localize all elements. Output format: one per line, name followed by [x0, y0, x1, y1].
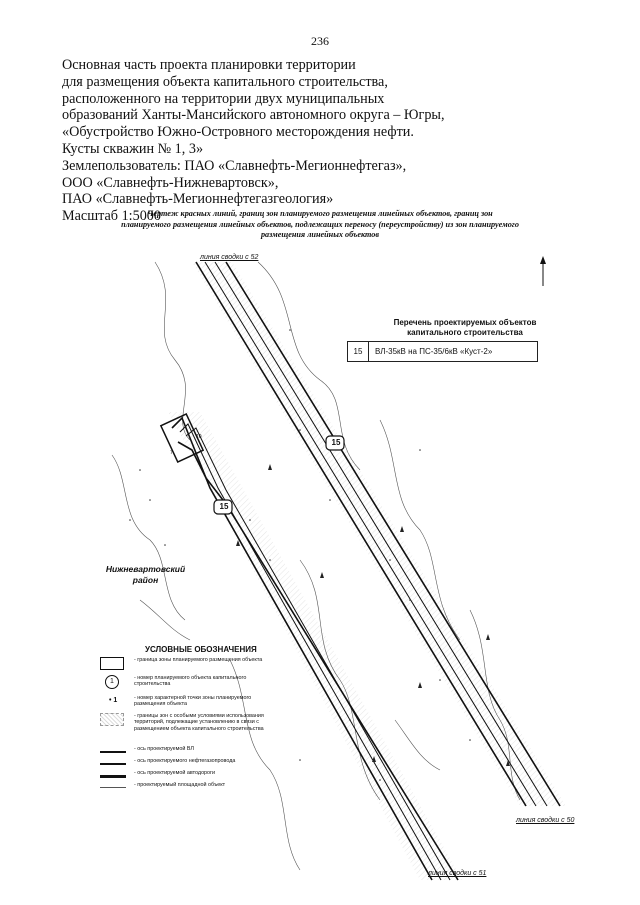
match-line-label-bottom: линия сводки с 51 [428, 870, 487, 877]
object-list-title-line: Перечень проектируемых объектов [393, 318, 537, 327]
object-number: 15 [348, 342, 369, 361]
drawing-title-line: планируемого размещения линейных объектов, подлежащих переносу (переустройству) из зон планируемого [121, 219, 519, 229]
legend-text: - ось проектируемой ВЛ [134, 746, 194, 752]
legend-item [100, 695, 280, 709]
header-line: ПАО «Славнефть-Мегионнефтегазгеология» [62, 191, 334, 208]
legend-text: - ось проектируемого нефтегазопровода [134, 758, 236, 764]
region-label-line: район [132, 575, 159, 585]
point-dot-symbol: • 1 [109, 697, 118, 704]
header-line: Землепользователь: ПАО «Славнефть-Мегионнефтегаз», [62, 157, 407, 174]
scale-line: Масштаб 1:5000 [62, 208, 161, 225]
legend-item [100, 675, 280, 689]
object-list-title-line: капитального строительства [407, 327, 523, 337]
legend-item [100, 657, 280, 671]
header-line: образований Ханты-Мансийского автономного округа – Югры, [62, 107, 445, 124]
legend-text: - граница зоны планируемого размещения объекта [134, 657, 263, 663]
point-number-label: 7 [170, 450, 173, 456]
legend-text: - ось проектируемой автодороги [134, 770, 216, 776]
header-line: ООО «Славнефть-Нижневартовск», [62, 174, 279, 191]
number-circle-symbol: 1 [105, 675, 119, 689]
object-list-title [360, 318, 570, 337]
north-arrow-icon [536, 256, 550, 288]
legend-text: - номер планируемого объекта капитального строительства [134, 675, 247, 688]
legend-item [100, 713, 280, 732]
line-symbol [100, 787, 126, 788]
header-line: расположенного на территории двух муниципальных [62, 90, 385, 107]
page-number: 236 [311, 34, 329, 48]
point-number-label: 10 [196, 434, 202, 440]
line-symbol [100, 751, 126, 753]
drawing-title-line: размещения линейных объектов [260, 230, 380, 239]
header-line: Основная часть проекта планировки территории [62, 57, 356, 73]
header-line: Кусты скважин № 1, 3» [62, 140, 204, 157]
legend-title: УСЛОВНЫЕ ОБОЗНАЧЕНИЯ [145, 645, 257, 654]
header-line: для размещения объекта капитального строительства, [62, 73, 388, 90]
hatch-symbol [100, 713, 124, 726]
line-symbol [100, 763, 126, 765]
legend-text: - проектируемый площадной объект [134, 782, 226, 788]
region-label [98, 564, 193, 586]
line-symbol [100, 775, 126, 778]
legend-text: - номер характерной точки зоны планируемого размещения объекта [134, 695, 252, 708]
region-label-line: Нижневартовский [105, 564, 186, 574]
match-line-label-right: линия сводки с 50 [516, 817, 575, 824]
zone-boundary-symbol [100, 657, 124, 670]
header-line: «Обустройство Южно-Островного месторождения нефти. [62, 124, 414, 141]
object-list-row [347, 341, 538, 362]
drawing-title-line: Чертеж красных линий, границ зон планируемого размещения линейных объектов, границ зон [147, 209, 493, 218]
object-marker-label: 15 [219, 502, 229, 511]
legend-text: - границы зон с особыми условиями использования территорий, подлежащие установлению в связи с размещением объекта капитального строительства [134, 713, 264, 732]
match-line-label-top: линия сводки с 52 [200, 254, 259, 261]
legend-item [100, 782, 280, 796]
object-marker-label: 15 [331, 438, 341, 447]
object-name: ВЛ-35кВ на ПС-35/6кВ «Куст-2» [375, 347, 493, 356]
